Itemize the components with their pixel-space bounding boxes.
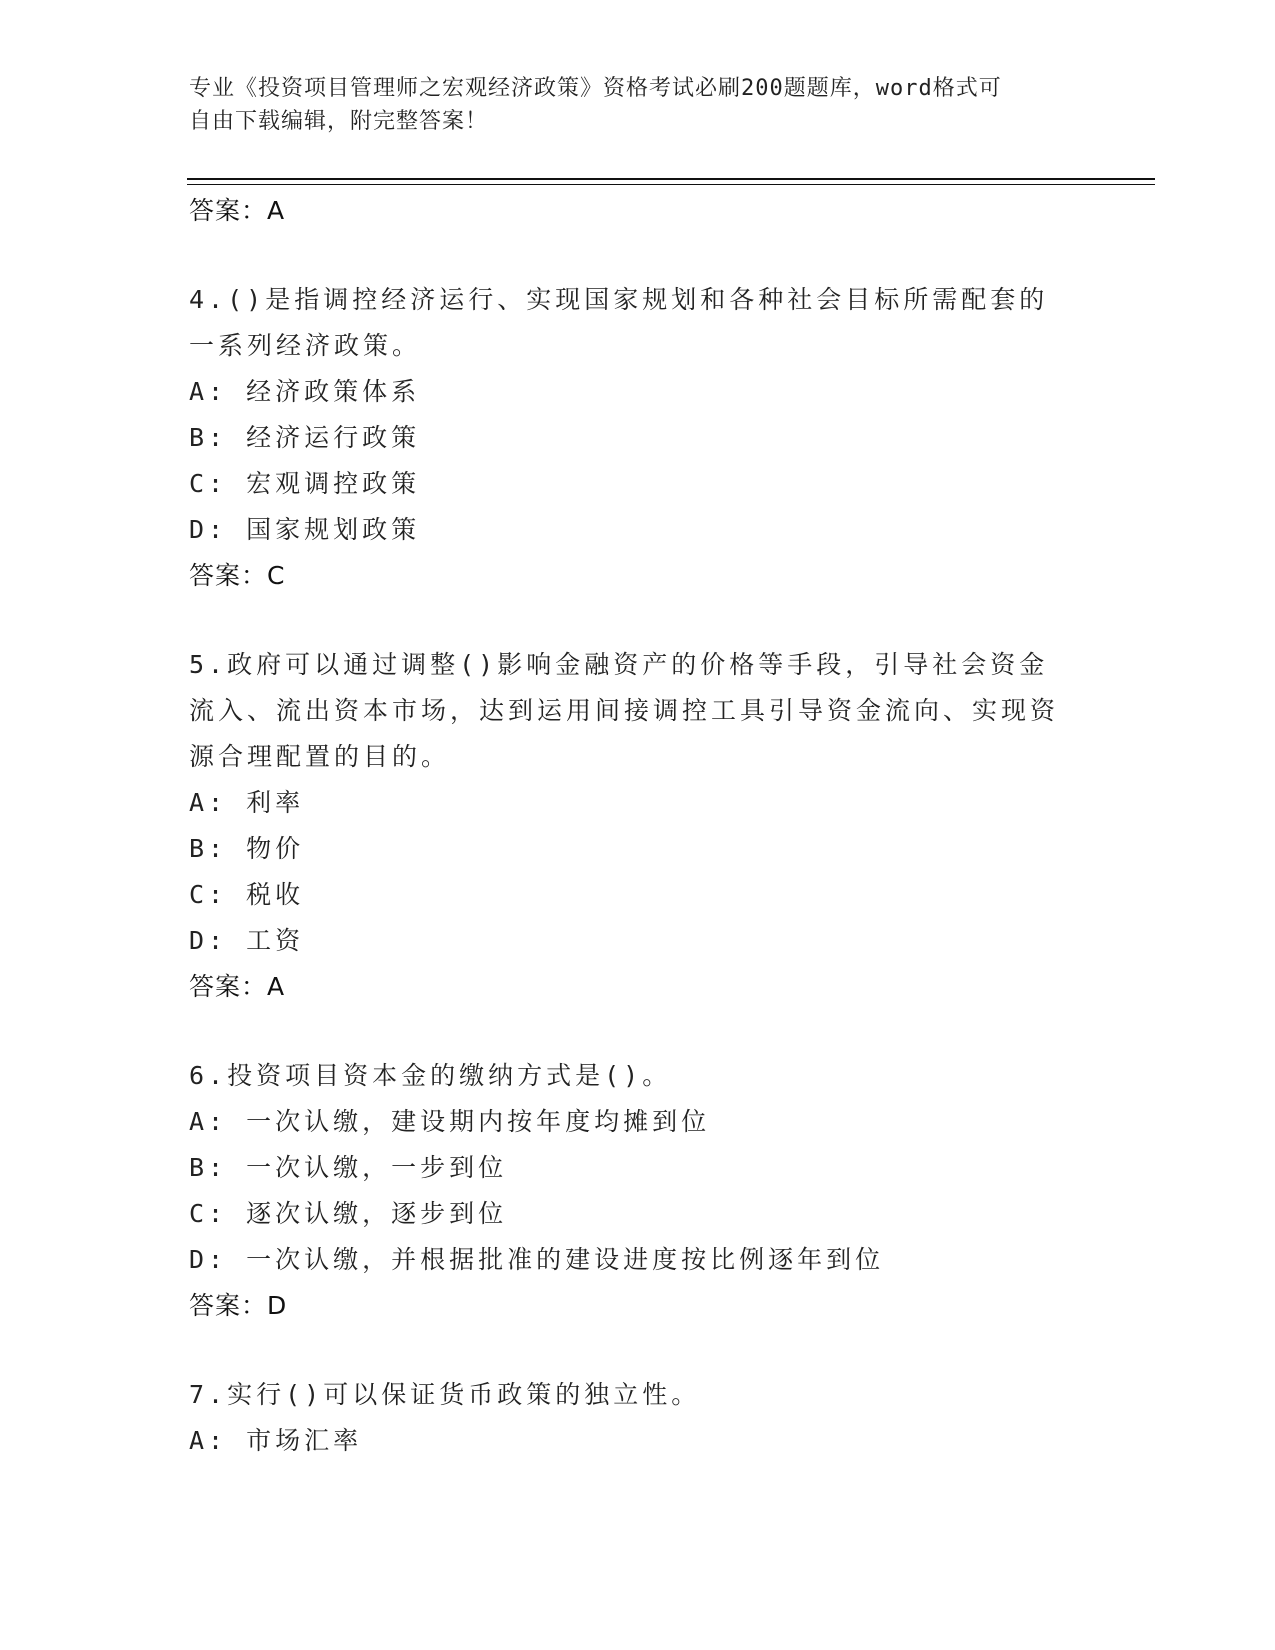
option-b: B: 物价 (189, 834, 305, 863)
header-divider-thin (187, 184, 1155, 185)
option-c: C: 宏观调控政策 (189, 469, 421, 498)
question-block (189, 642, 1069, 1010)
option-d: D: 国家规划政策 (189, 515, 421, 544)
header-divider-thick (187, 178, 1155, 180)
option-b: B: 经济运行政策 (189, 423, 421, 452)
answer-line: 答案：D (189, 1291, 288, 1320)
question-block (189, 1053, 1069, 1329)
option-d: D: 工资 (189, 926, 305, 955)
question-block (189, 1372, 1069, 1464)
option-d: D: 一次认缴，并根据批准的建设进度按比例逐年到位 (189, 1245, 885, 1274)
question-text: 4.()是指调控经济运行、实现国家规划和各种社会目标所需配套的一系列经济政策。 (189, 285, 1049, 360)
question-text: 7.实行()可以保证货币政策的独立性。 (189, 1380, 701, 1409)
option-c: C: 税收 (189, 880, 305, 909)
question-list (189, 188, 1069, 1464)
header-line-2: 自由下载编辑，附完整答案！ (189, 109, 489, 134)
question-block (189, 277, 1069, 599)
answer-line: 答案：A (189, 972, 286, 1001)
header-line-1: 专业《投资项目管理师之宏观经济政策》资格考试必刷200题题库，word格式可 (189, 76, 1002, 101)
question-text: 5.政府可以通过调整()影响金融资产的价格等手段，引导社会资金流入、流出资本市场，达到运用间接调控工具引导资金流向、实现资源合理配置的目的。 (189, 650, 1060, 771)
option-a: A: 利率 (189, 788, 305, 817)
option-c: C: 逐次认缴，逐步到位 (189, 1199, 508, 1228)
answer-line: 答案：C (189, 561, 286, 590)
option-a: A: 市场汇率 (189, 1426, 363, 1455)
question-text: 6.投资项目资本金的缴纳方式是()。 (189, 1061, 672, 1090)
option-b: B: 一次认缴，一步到位 (189, 1153, 508, 1182)
answer-line: 答案：A (189, 196, 286, 225)
document-header (189, 72, 1069, 138)
option-a: A: 经济政策体系 (189, 377, 421, 406)
option-a: A: 一次认缴，建设期内按年度均摊到位 (189, 1107, 711, 1136)
